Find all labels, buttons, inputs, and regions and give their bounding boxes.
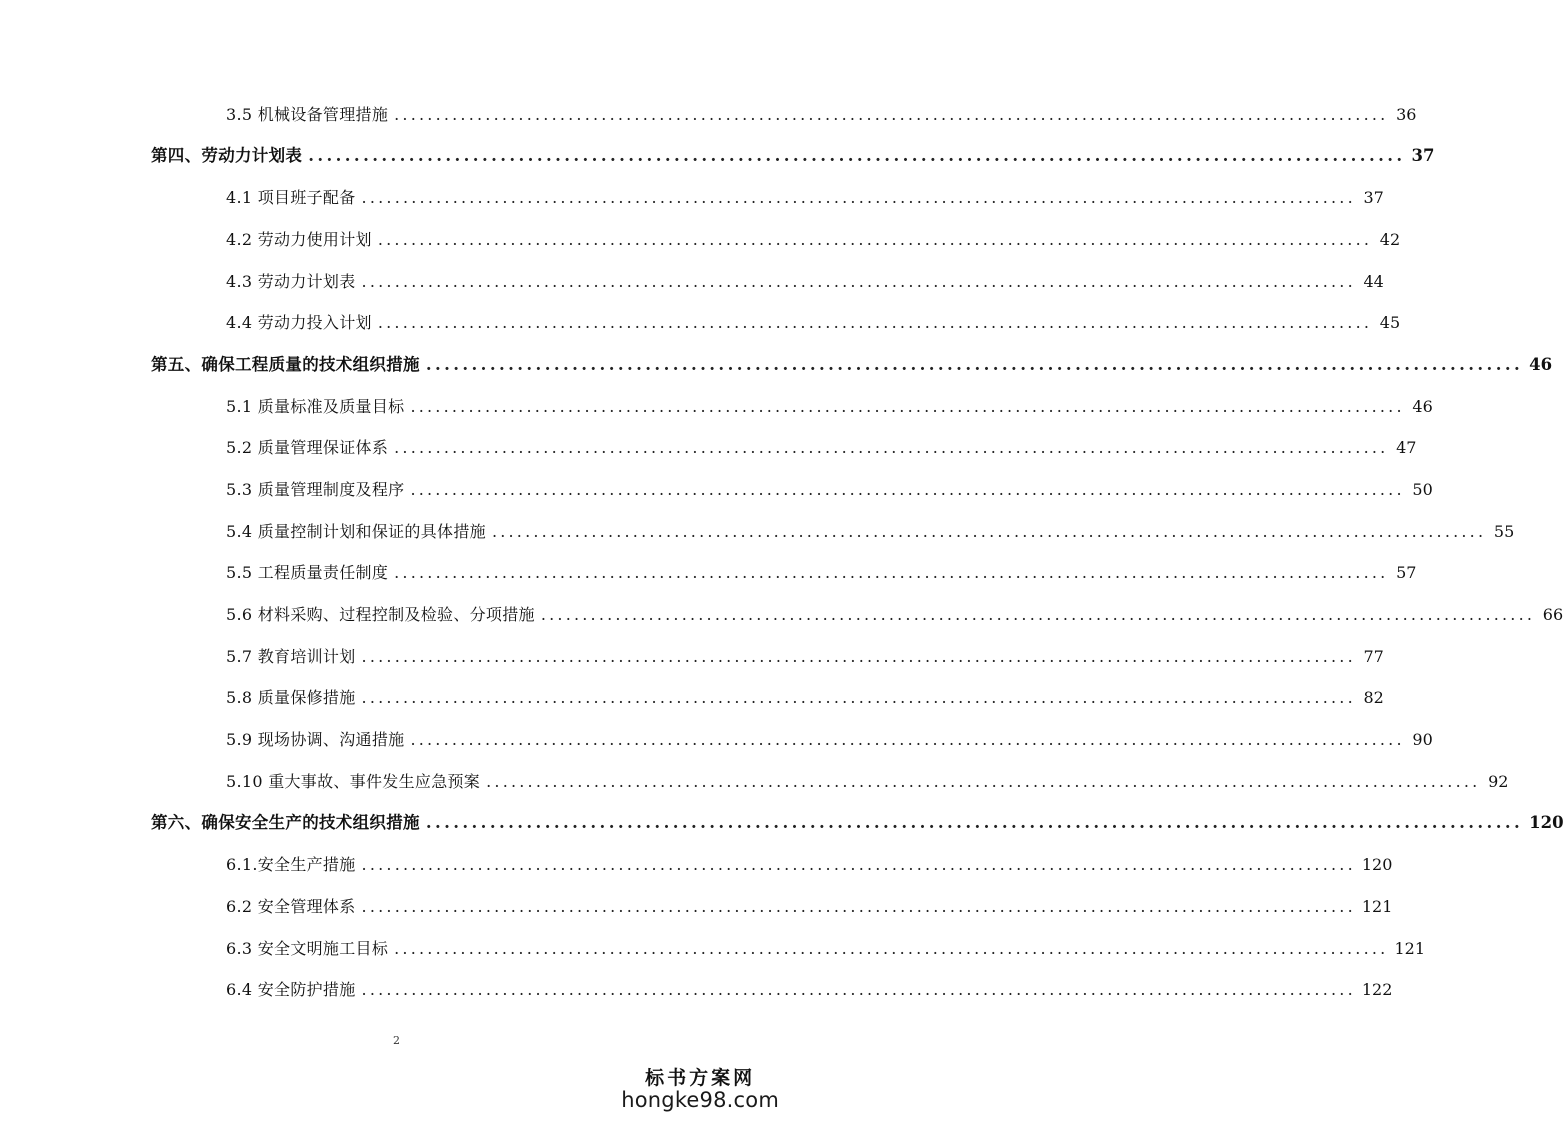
toc-dot-leader: ........................................................................................................................ xyxy=(361,188,1356,208)
toc-section-entry[interactable] xyxy=(0,761,1509,803)
toc-entry-title: 5.10 重大事故、事件发生应急预案 xyxy=(226,771,481,791)
toc-entry-title: 5.7 教育培训计划 xyxy=(226,646,356,666)
toc-dot-leader: ........................................................................................................................ xyxy=(361,980,1356,1000)
toc-section-entry[interactable] xyxy=(0,94,1417,136)
toc-dot-leader: ........................................................................................................................ xyxy=(377,229,1373,249)
toc-entry-page: 37 xyxy=(1363,188,1384,208)
toc-dot-leader: ........................................................................................................................ xyxy=(361,896,1356,916)
toc-entry-title: 6.2 安全管理体系 xyxy=(226,896,356,916)
toc-section-entry[interactable] xyxy=(0,594,1564,636)
toc-section-entry[interactable] xyxy=(0,511,1515,553)
toc-entry-page: 120 xyxy=(1529,813,1564,833)
toc-entry-page: 90 xyxy=(1412,730,1433,750)
toc-entry-title: 5.4 质量控制计划和保证的具体措施 xyxy=(226,521,486,541)
toc-dot-leader: ........................................................................................................................ xyxy=(410,396,1405,416)
toc-entry-page: 120 xyxy=(1361,855,1393,875)
toc-section-entry[interactable] xyxy=(0,386,1433,428)
toc-entry-page: 121 xyxy=(1394,938,1425,958)
toc-dot-leader: ........................................................................................................................ xyxy=(308,146,1406,166)
toc-dot-leader: ........................................................................................................................ xyxy=(410,730,1405,750)
toc-dot-leader: ........................................................................................................................ xyxy=(394,938,1389,958)
toc-entry-title: 4.3 劳动力计划表 xyxy=(226,271,356,291)
toc-dot-leader: ........................................................................................................................ xyxy=(394,438,1389,458)
toc-entry-title: 6.1.安全生产措施 xyxy=(226,855,356,875)
toc-entry-title: 6.4 安全防护措施 xyxy=(226,980,356,1000)
toc-entry-page: 45 xyxy=(1379,313,1401,333)
toc-dot-leader: ........................................................................................................................ xyxy=(491,521,1487,541)
watermark-domain: hongke98.com xyxy=(621,1088,779,1112)
watermark-logo xyxy=(621,1063,779,1112)
toc-section-entry[interactable] xyxy=(0,928,1425,970)
toc-entry-title: 5.2 质量管理保证体系 xyxy=(226,438,389,458)
toc-section-entry[interactable] xyxy=(0,553,1417,595)
toc-entry-page: 46 xyxy=(1412,396,1433,416)
toc-entry-page: 36 xyxy=(1396,104,1417,124)
toc-section-entry[interactable] xyxy=(0,219,1401,261)
toc-dot-leader: ........................................................................................................................ xyxy=(486,771,1481,791)
toc-section-entry[interactable] xyxy=(0,177,1384,219)
toc-chapter-entry[interactable] xyxy=(0,344,1553,386)
toc-entry-page: 57 xyxy=(1396,563,1417,583)
toc-section-entry[interactable] xyxy=(0,678,1384,720)
toc-section-entry[interactable] xyxy=(0,886,1393,928)
toc-dot-leader: ........................................................................................................................ xyxy=(361,855,1356,875)
toc-entry-title: 5.9 现场协调、沟通措施 xyxy=(226,730,405,750)
toc-entry-page: 122 xyxy=(1361,980,1393,1000)
toc-section-entry[interactable] xyxy=(0,636,1384,678)
toc-section-entry[interactable] xyxy=(0,302,1401,344)
watermark-brand: 标书方案网 xyxy=(645,1067,756,1089)
toc-entry-page: 66 xyxy=(1542,605,1564,625)
toc-entry-page: 46 xyxy=(1529,354,1553,374)
table-of-contents xyxy=(0,94,1564,1011)
toc-entry-title: 5.6 材料采购、过程控制及检验、分项措施 xyxy=(226,605,535,625)
toc-section-entry[interactable] xyxy=(0,469,1433,511)
toc-chapter-entry[interactable] xyxy=(0,136,1435,178)
toc-entry-title: 5.8 质量保修措施 xyxy=(226,688,356,708)
toc-entry-page: 82 xyxy=(1363,688,1384,708)
toc-dot-leader: ........................................................................................................................ xyxy=(361,646,1356,666)
toc-entry-page: 44 xyxy=(1363,271,1384,291)
toc-dot-leader: ........................................................................................................................ xyxy=(361,688,1356,708)
toc-dot-leader: ........................................................................................................................ xyxy=(361,271,1356,291)
toc-entry-title: 5.5 工程质量责任制度 xyxy=(226,563,389,583)
toc-dot-leader: ........................................................................................................................ xyxy=(377,313,1373,333)
toc-entry-page: 42 xyxy=(1379,229,1401,249)
page-number: 2 xyxy=(393,1034,400,1047)
toc-entry-title: 3.5 机械设备管理措施 xyxy=(226,104,389,124)
toc-chapter-entry[interactable] xyxy=(0,803,1564,845)
toc-entry-page: 47 xyxy=(1396,438,1417,458)
toc-dot-leader: ........................................................................................................................ xyxy=(394,104,1389,124)
toc-entry-page: 77 xyxy=(1363,646,1384,666)
toc-entry-title: 第四、劳动力计划表 xyxy=(151,146,303,166)
toc-entry-title: 5.1 质量标准及质量目标 xyxy=(226,396,405,416)
toc-entry-page: 50 xyxy=(1412,480,1433,500)
toc-entry-title: 第六、确保安全生产的技术组织措施 xyxy=(151,813,420,833)
toc-dot-leader: ........................................................................................................................ xyxy=(540,605,1536,625)
toc-entry-page: 37 xyxy=(1411,146,1435,166)
toc-dot-leader: ........................................................................................................................ xyxy=(394,563,1389,583)
toc-entry-page: 55 xyxy=(1493,521,1515,541)
toc-entry-title: 第五、确保工程质量的技术组织措施 xyxy=(151,354,420,374)
toc-entry-page: 92 xyxy=(1488,771,1509,791)
toc-section-entry[interactable] xyxy=(0,844,1393,886)
toc-section-entry[interactable] xyxy=(0,428,1417,470)
toc-entry-page: 121 xyxy=(1361,896,1393,916)
toc-dot-leader: ........................................................................................................................ xyxy=(410,480,1405,500)
toc-section-entry[interactable] xyxy=(0,719,1433,761)
toc-section-entry[interactable] xyxy=(0,261,1384,303)
toc-entry-title: 4.2 劳动力使用计划 xyxy=(226,229,372,249)
toc-entry-title: 5.3 质量管理制度及程序 xyxy=(226,480,405,500)
toc-entry-title: 6.3 安全文明施工目标 xyxy=(226,938,389,958)
toc-dot-leader: ........................................................................................................................ xyxy=(425,813,1524,833)
toc-dot-leader: ........................................................................................................................ xyxy=(425,354,1524,374)
toc-entry-title: 4.1 项目班子配备 xyxy=(226,188,356,208)
toc-entry-title: 4.4 劳动力投入计划 xyxy=(226,313,372,333)
toc-section-entry[interactable] xyxy=(0,969,1393,1011)
